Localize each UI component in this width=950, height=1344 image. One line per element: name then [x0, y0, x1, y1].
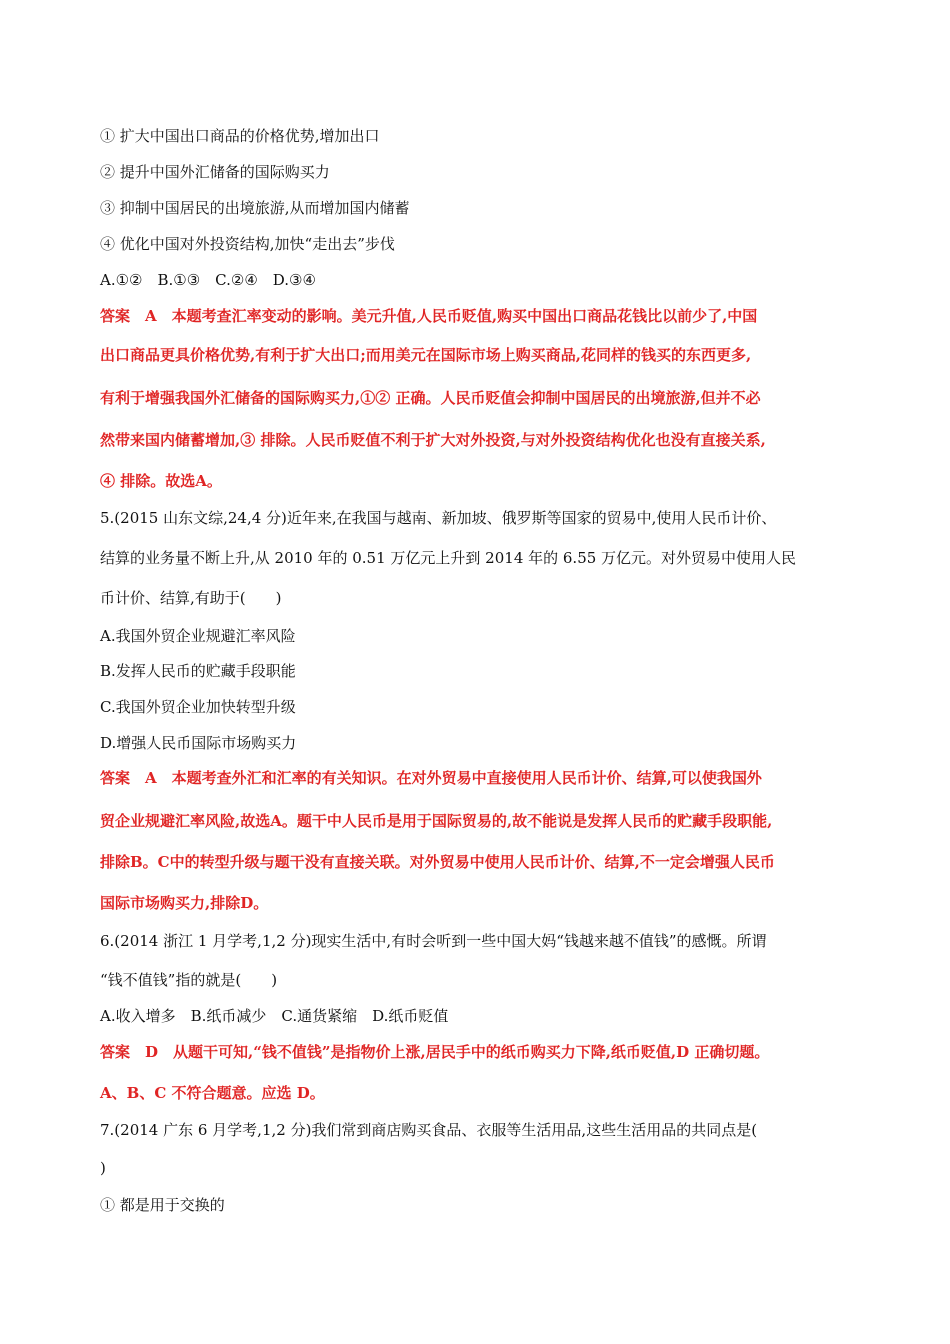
q4-answer-line-4: 然带来国内储蓄增加,③ 排除。人民币贬值不利于扩大对外投资,与对外投资结构优化也没有直接关系, — [100, 431, 766, 449]
q5-answer-line-4: 国际市场购买力,排除D。 — [100, 894, 269, 912]
q4-answer-line-1: 答案 A 本题考查汇率变动的影响。美元升值,人民币贬值,购买中国出口商品花钱比以前少了,中国 — [100, 307, 758, 325]
q6-choices: A.收入增多 B.纸币减少 C.通货紧缩 D.纸币贬值 — [100, 1007, 449, 1025]
q4-answer-line-5: ④ 排除。故选A。 — [100, 472, 222, 490]
q6-answer-line-1: 答案 D 从题干可知,“钱不值钱”是指物价上涨,居民手中的纸币购买力下降,纸币贬值,D 正确切题。 — [100, 1043, 770, 1061]
q5-option-c: C.我国外贸企业加快转型升级 — [100, 698, 296, 716]
q4-answer-line-2: 出口商品更具价格优势,有利于扩大出口;而用美元在国际市场上购买商品,花同样的钱买的东西更多, — [100, 346, 752, 364]
q4-option-1: ① 扩大中国出口商品的价格优势,增加出口 — [100, 127, 380, 145]
q5-answer-line-3: 排除B。C中的转型升级与题干没有直接关联。对外贸易中使用人民币计价、结算,不一定会增强人民币 — [100, 853, 775, 871]
q5-answer-line-2: 贸企业规避汇率风险,故选A。题干中人民币是用于国际贸易的,故不能说是发挥人民币的贮藏手段职能, — [100, 812, 773, 830]
q5-stem-line-3: 币计价、结算,有助于( ) — [100, 589, 282, 607]
q6-stem-line-1: 6.(2014 浙江 1 月学考,1,2 分)现实生活中,有时会听到一些中国大妈“钱越来越不值钱”的感慨。所谓 — [100, 932, 767, 950]
q5-stem-line-2: 结算的业务量不断上升,从 2010 年的 0.51 万亿元上升到 2014 年的 6.55 万亿元。对外贸易中使用人民 — [100, 549, 797, 567]
q7-option-1: ① 都是用于交换的 — [100, 1196, 225, 1214]
q5-option-a: A.我国外贸企业规避汇率风险 — [100, 627, 296, 645]
q4-option-3: ③ 抑制中国居民的出境旅游,从而增加国内储蓄 — [100, 199, 410, 217]
q5-option-b: B.发挥人民币的贮藏手段职能 — [100, 662, 296, 680]
q7-stem-line-2: ) — [100, 1159, 106, 1177]
q7-stem-line-1: 7.(2014 广东 6 月学考,1,2 分)我们常到商店购买食品、衣服等生活用品,这些生活用品的共同点是( — [100, 1121, 758, 1139]
q5-option-d: D.增强人民币国际市场购买力 — [100, 734, 297, 752]
q4-option-4: ④ 优化中国对外投资结构,加快“走出去”步伐 — [100, 235, 395, 253]
q6-answer-line-2: A、B、C 不符合题意。应选 D。 — [100, 1084, 325, 1102]
q6-stem-line-2: “钱不值钱”指的就是( ) — [100, 971, 278, 989]
q4-option-2: ② 提升中国外汇储备的国际购买力 — [100, 163, 330, 181]
q5-stem-line-1: 5.(2015 山东文综,24,4 分)近年来,在我国与越南、新加坡、俄罗斯等国家的贸易中,使用人民币计价、 — [100, 509, 777, 527]
q4-answer-line-3: 有利于增强我国外汇储备的国际购买力,①② 正确。人民币贬值会抑制中国居民的出境旅游,但并不必 — [100, 389, 761, 407]
q5-answer-line-1: 答案 A 本题考查外汇和汇率的有关知识。在对外贸易中直接使用人民币计价、结算,可以使我国外 — [100, 769, 762, 787]
q4-choices: A.①② B.①③ C.②④ D.③④ — [100, 271, 316, 289]
